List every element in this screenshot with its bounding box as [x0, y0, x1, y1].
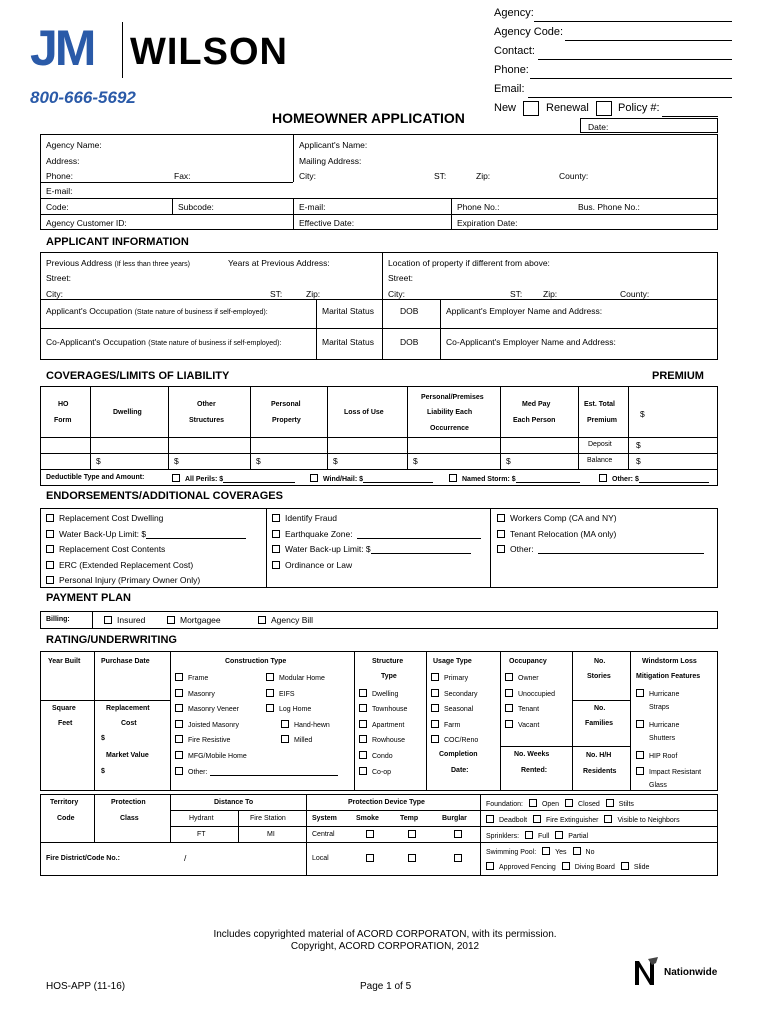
page-title: HOMEOWNER APPLICATION — [272, 110, 465, 126]
slide-checkbox[interactable] — [621, 862, 629, 870]
construction-frame[interactable]: Frame — [175, 673, 208, 682]
co-occupation-label: Co-Applicant's Occupation (State nature of business if self-employed): — [46, 337, 282, 347]
rented-label: Rented: — [521, 767, 548, 774]
central-label: Central — [312, 831, 335, 838]
construction-modular[interactable]: Modular Home — [266, 673, 325, 682]
checkbox[interactable] — [359, 767, 367, 775]
agency-name-label: Agency Name: — [46, 140, 102, 150]
checkbox[interactable] — [359, 751, 367, 759]
est-total-label: Est. Total — [584, 401, 615, 408]
renewal-checkbox[interactable] — [596, 101, 612, 116]
nationwide-eagle-icon — [634, 957, 660, 987]
other-deductible-checkbox[interactable] — [599, 474, 607, 482]
rating-heading: RATING/UNDERWRITING — [46, 634, 177, 646]
checkbox[interactable] — [359, 720, 367, 728]
checkbox[interactable] — [175, 704, 183, 712]
est-premium-label: Premium — [587, 417, 617, 424]
endorsement-water-backup[interactable]: Water Back-Up Limit: $ — [46, 529, 246, 539]
logo-wilson: WILSON — [130, 31, 288, 73]
central-temp[interactable] — [408, 830, 421, 839]
construction-type-label: Construction Type — [225, 658, 287, 665]
replacement-label: Replacement — [106, 705, 150, 712]
purchase-date-label: Purchase Date — [101, 658, 150, 665]
checkbox[interactable] — [497, 514, 505, 522]
pool-no-checkbox[interactable] — [573, 847, 581, 855]
diving-board-checkbox[interactable] — [562, 862, 570, 870]
phone-field[interactable] — [530, 78, 732, 79]
endorsement-other[interactable]: Other: — [497, 544, 704, 554]
completion-date-label: Date: — [451, 767, 469, 774]
billing-agency-bill[interactable]: Agency Bill — [258, 615, 313, 625]
usage-primary[interactable]: Primary — [431, 673, 468, 682]
company-phone: 800-666-5692 — [30, 88, 136, 107]
usage-coc-reno[interactable]: COC/Reno — [431, 735, 478, 744]
territory-label: Territory — [50, 799, 79, 806]
structure-dwelling[interactable]: Dwelling — [359, 689, 398, 698]
copyright-line-2: Copyright, ACORD CORPORATION, 2012 — [290, 941, 480, 952]
construction-other[interactable]: Other: — [175, 767, 338, 776]
checkbox[interactable] — [175, 767, 183, 775]
local-label: Local — [312, 855, 329, 862]
billing-insured[interactable]: Insured — [104, 615, 145, 625]
pool-row: Swimming Pool: Yes No — [486, 849, 595, 856]
co-dob-label: DOB — [400, 337, 419, 347]
construction-joisted-masonry[interactable]: Joisted Masonry — [175, 720, 239, 729]
structure-type-label: Type — [381, 673, 397, 680]
mitigation-shutters-label: Shutters — [649, 735, 676, 742]
endorsements-heading: ENDORSEMENTS/ADDITIONAL COVERAGES — [46, 490, 283, 502]
feet-label: Feet — [58, 720, 73, 727]
endorsement-replacement-contents[interactable]: Replacement Cost Contents — [46, 544, 165, 554]
billing-label: Billing: — [46, 616, 70, 623]
occupancy-label: Occupancy — [509, 658, 547, 665]
checkbox[interactable] — [175, 751, 183, 759]
checkbox[interactable] — [272, 545, 280, 553]
agency-phone-label: Phone: — [46, 171, 73, 181]
loss-of-use-dollar: $ — [333, 456, 338, 466]
construction-masonry-veneer[interactable]: Masonry Veneer — [175, 704, 239, 713]
no-hh-label: No. H/H — [586, 752, 612, 759]
code-label: Code: — [46, 202, 69, 212]
occupation-label: Applicant's Occupation (State nature of business if self-employed): — [46, 306, 268, 316]
territory-code-label: Code — [57, 815, 75, 822]
street-label: Street: — [46, 273, 72, 283]
fire-district-label: Fire District/Code No.: — [46, 855, 120, 862]
checkbox[interactable] — [175, 720, 183, 728]
renewal-label: Renewal — [546, 102, 589, 114]
year-built-label: Year Built — [48, 658, 81, 665]
checkbox[interactable] — [366, 830, 374, 838]
occurrence-label: Occurrence — [430, 425, 469, 432]
checkbox[interactable] — [505, 720, 513, 728]
personal-property-dollar: $ — [256, 456, 261, 466]
structure-townhouse[interactable]: Townhouse — [359, 704, 407, 713]
prev-st-label: ST: — [270, 289, 283, 299]
coverages-heading: COVERAGES/LIMITS OF LIABILITY — [46, 370, 230, 382]
billing-mortgagee[interactable]: Mortgagee — [167, 615, 221, 625]
construction-mobile-home[interactable]: MFG/Mobile Home — [175, 751, 247, 760]
system-label: System — [312, 815, 337, 822]
checkbox[interactable] — [281, 720, 289, 728]
fire-extinguisher-checkbox[interactable] — [533, 815, 541, 823]
email-label: Email: — [494, 83, 525, 95]
approved-fencing-checkbox[interactable] — [486, 862, 494, 870]
city-label: City: — [299, 171, 316, 181]
ho-label: HO — [58, 401, 69, 408]
mitigation-straps-label: Straps — [649, 704, 670, 711]
structures-label: Structures — [189, 417, 225, 424]
premium-dollar: $ — [640, 409, 645, 419]
checkbox[interactable] — [46, 576, 54, 584]
liability-each-label: Liability Each — [427, 409, 473, 416]
checkbox[interactable] — [104, 616, 112, 624]
security-row: Deadbolt Fire Extinguisher Visible to Neighbors — [486, 815, 680, 824]
property-label: Property — [272, 417, 301, 424]
checkbox[interactable] — [636, 767, 644, 775]
occupancy-tenant[interactable]: Tenant — [505, 704, 539, 713]
contact-label: Contact: — [494, 45, 535, 57]
no-weeks-label: No. Weeks — [514, 751, 550, 758]
agency-code-field[interactable] — [565, 40, 732, 41]
logo-jm: JM — [30, 20, 94, 76]
mitigation-hip-roof[interactable]: HIP Roof — [636, 751, 677, 760]
named-storm-option[interactable]: Named Storm: $ — [449, 474, 580, 483]
wind-hail-checkbox[interactable] — [310, 474, 318, 482]
contact-field[interactable] — [538, 59, 732, 60]
usage-seasonal[interactable]: Seasonal — [431, 704, 473, 713]
page-number: Page 1 of 5 — [360, 981, 412, 992]
expiration-date-label: Expiration Date: — [457, 218, 518, 228]
sprinklers-partial-checkbox[interactable] — [555, 831, 563, 839]
balance-label: Balance — [587, 457, 613, 464]
usage-secondary[interactable]: Secondary — [431, 689, 477, 698]
checkbox[interactable] — [175, 735, 183, 743]
med-pay-label: Med Pay — [522, 401, 551, 408]
sprinklers-full-checkbox[interactable] — [525, 831, 533, 839]
endorsement-workers-comp[interactable]: Workers Comp (CA and NY) — [497, 513, 617, 523]
foundation-open-checkbox[interactable] — [529, 799, 537, 807]
structure-condo[interactable]: Condo — [359, 751, 393, 760]
burglar-label: Burglar — [442, 815, 467, 822]
checkbox[interactable] — [497, 530, 505, 538]
checkbox[interactable] — [505, 673, 513, 681]
county-label: County: — [559, 171, 589, 181]
families-label: Families — [585, 720, 614, 727]
occupancy-vacant[interactable]: Vacant — [505, 720, 539, 729]
checkbox[interactable] — [431, 704, 439, 712]
med-pay-dollar: $ — [506, 456, 511, 466]
square-label: Square — [52, 705, 76, 712]
mitigation-hurricane-straps[interactable]: Hurricane — [636, 689, 679, 698]
structure-rowhouse[interactable]: Rowhouse — [359, 735, 405, 744]
checkbox[interactable] — [272, 530, 280, 538]
date-label: Date: — [588, 122, 609, 132]
deductible-row — [46, 474, 144, 481]
balance-dollar: $ — [636, 456, 641, 466]
applicant-email-label: E-mail: — [299, 202, 326, 212]
subcode-label: Subcode: — [178, 202, 214, 212]
endorsement-erc[interactable]: ERC (Extended Replacement Cost) — [46, 560, 193, 570]
sprinklers-row: Sprinklers: Full Partial — [486, 833, 589, 840]
new-checkbox[interactable] — [523, 101, 539, 116]
zip-label: Zip: — [476, 171, 491, 181]
structure-apartment[interactable]: Apartment — [359, 720, 404, 729]
nationwide-wordmark: Nationwide — [664, 967, 718, 978]
checkbox[interactable] — [359, 735, 367, 743]
new-label: New — [494, 102, 517, 114]
prev-city-label: City: — [46, 289, 63, 299]
visible-neighbors-checkbox[interactable] — [604, 815, 612, 823]
endorsement-tenant-relocation[interactable]: Tenant Relocation (MA only) — [497, 529, 616, 539]
agency-field[interactable] — [534, 21, 732, 22]
construction-log-home[interactable]: Log Home — [266, 704, 311, 713]
fire-district-slash: / — [184, 853, 187, 863]
checkbox[interactable] — [266, 673, 274, 681]
construction-hand-hewn[interactable]: Hand-hewn — [281, 720, 330, 729]
checkbox[interactable] — [281, 735, 289, 743]
dwelling-label: Dwelling — [113, 409, 142, 416]
endorsement-water-backup-2[interactable]: Water Back-up Limit: $ — [272, 544, 471, 554]
checkbox[interactable] — [431, 720, 439, 728]
checkbox[interactable] — [46, 514, 54, 522]
foundation-closed-checkbox[interactable] — [565, 799, 573, 807]
prev-zip-label: Zip: — [306, 289, 321, 299]
applicant-info-heading: APPLICANT INFORMATION — [46, 236, 189, 248]
construction-fire-resistive[interactable]: Fire Resistive — [175, 735, 230, 744]
premium-heading: PREMIUM — [652, 370, 704, 382]
checkbox[interactable] — [408, 854, 416, 862]
protection-class-label: Class — [120, 815, 139, 822]
smoke-label: Smoke — [356, 815, 379, 822]
endorsement-replacement-dwelling[interactable]: Replacement Cost Dwelling — [46, 513, 163, 523]
construction-milled[interactable]: Milled — [281, 735, 312, 744]
named-storm-checkbox[interactable] — [449, 474, 457, 482]
loc-st-label: ST: — [510, 289, 523, 299]
logo-divider — [122, 22, 123, 78]
checkbox[interactable] — [431, 673, 439, 681]
structure-label: Structure — [372, 658, 404, 665]
deposit-label: Deposit — [588, 441, 612, 448]
hydrant-label: Hydrant — [189, 815, 214, 822]
market-value-label: Market Value — [106, 752, 149, 759]
fax-label: Fax: — [174, 171, 191, 181]
marital-status-label: Marital Status — [322, 306, 374, 316]
protection-device-label: Protection Device Type — [348, 799, 425, 806]
usage-type-label: Usage Type — [433, 658, 472, 665]
endorsement-identify-fraud[interactable]: Identify Fraud — [272, 513, 337, 523]
checkbox[interactable] — [505, 689, 513, 697]
applicant-name-label: Applicant's Name: — [299, 140, 368, 150]
policy-label: Policy #: — [618, 102, 660, 114]
loss-of-use-label: Loss of Use — [344, 409, 384, 416]
occupancy-unoccupied[interactable]: Unoccupied — [505, 689, 555, 698]
checkbox[interactable] — [175, 689, 183, 697]
bus-phone-label: Bus. Phone No.: — [578, 202, 640, 212]
phone-label: Phone: — [494, 64, 529, 76]
checkbox[interactable] — [454, 854, 462, 862]
checkbox[interactable] — [636, 689, 644, 697]
nationwide-logo — [634, 957, 660, 989]
phone-no-label: Phone No.: — [457, 202, 500, 212]
checkbox[interactable] — [266, 704, 274, 712]
local-burglar[interactable] — [454, 854, 467, 863]
stories-label: Stories — [587, 673, 611, 680]
dwelling-dollar: $ — [96, 456, 101, 466]
other-label: Other — [197, 401, 216, 408]
construction-eifs[interactable]: EIFS — [266, 689, 295, 698]
each-person-label: Each Person — [513, 417, 556, 424]
foundation-row: Foundation: Open Closed Stilts — [486, 801, 634, 808]
mi-label: MI — [267, 831, 275, 838]
checkbox[interactable] — [366, 854, 374, 862]
checkbox[interactable] — [431, 689, 439, 697]
dob-label: DOB — [400, 306, 419, 316]
endorsement-personal-injury[interactable]: Personal Injury (Primary Owner Only) — [46, 575, 200, 585]
windstorm-label: Windstorm Loss — [642, 658, 697, 665]
pool-features-row: Approved Fencing Diving Board Slide — [486, 862, 649, 871]
copyright-line-1: Includes copyrighted material of ACORD CORPORATON, with its permission. — [213, 929, 557, 940]
checkbox[interactable] — [46, 545, 54, 553]
checkbox[interactable] — [266, 689, 274, 697]
central-burglar[interactable] — [454, 830, 467, 839]
central-smoke[interactable] — [366, 830, 379, 839]
local-temp[interactable] — [408, 854, 421, 863]
loc-zip-label: Zip: — [543, 289, 558, 299]
policy-field[interactable] — [662, 116, 718, 117]
occupancy-owner[interactable]: Owner — [505, 673, 539, 682]
prev-address-label: Previous Address (If less than three years) — [46, 258, 191, 268]
location-label: Location of property if different from above: — [388, 258, 550, 268]
protection-label: Protection — [111, 799, 146, 806]
usage-farm[interactable]: Farm — [431, 720, 460, 729]
email-field[interactable] — [528, 97, 732, 98]
checkbox[interactable] — [359, 689, 367, 697]
payment-plan-heading: PAYMENT PLAN — [46, 592, 131, 604]
agency-code-label: Agency Code: — [494, 26, 564, 38]
deadbolt-checkbox[interactable] — [486, 815, 494, 823]
checkbox[interactable] — [636, 720, 644, 728]
effective-date-label: Effective Date: — [299, 218, 355, 228]
all-perils-option[interactable]: All Perils: $ — [172, 474, 295, 483]
other-deductible-option[interactable]: Other: $ — [599, 474, 709, 483]
checkbox[interactable] — [359, 704, 367, 712]
agency-label: Agency: — [494, 7, 534, 19]
distance-to-label: Distance To — [214, 799, 254, 806]
checkbox[interactable] — [167, 616, 175, 624]
wind-hail-option[interactable]: Wind/Hail: $ — [310, 474, 433, 483]
structure-coop[interactable]: Co-op — [359, 767, 391, 776]
customer-id-label: Agency Customer ID: — [46, 218, 127, 228]
employer-label: Applicant's Employer Name and Address: — [446, 306, 603, 316]
checkbox[interactable] — [258, 616, 266, 624]
checkbox[interactable] — [46, 530, 54, 538]
checkbox[interactable] — [272, 561, 280, 569]
mitigation-hurricane-shutters[interactable]: Hurricane — [636, 720, 679, 729]
cost-label: Cost — [121, 720, 137, 727]
pool-yes-checkbox[interactable] — [542, 847, 550, 855]
no-stories-label: No. — [594, 658, 606, 665]
endorsement-earthquake-zone[interactable]: Earthquake Zone: — [272, 529, 481, 539]
completion-label: Completion — [439, 751, 478, 758]
street2-label: Street: — [388, 273, 414, 283]
checkbox[interactable] — [408, 830, 416, 838]
mailing-address-label: Mailing Address: — [299, 156, 362, 166]
no-families-label: No. — [594, 705, 606, 712]
years-prev-label: Years at Previous Address: — [228, 258, 330, 268]
coverages-box — [40, 386, 718, 486]
checkbox[interactable] — [636, 751, 644, 759]
co-employer-label: Co-Applicant's Employer Name and Address: — [446, 337, 616, 347]
ft-label: FT — [197, 831, 206, 838]
form-number: HOS-APP (11-16) — [46, 981, 126, 992]
agency-email-label: E-mail: — [46, 186, 73, 196]
residents-label: Residents — [583, 768, 617, 775]
deductible-label: Deductible Type and Amount: — [46, 474, 145, 481]
co-marital-status-label: Marital Status — [322, 337, 374, 347]
market-value-dollar: $ — [101, 768, 105, 775]
checkbox[interactable] — [431, 735, 439, 743]
form-label: Form — [54, 417, 72, 424]
foundation-stilts-checkbox[interactable] — [606, 799, 614, 807]
checkbox[interactable] — [505, 704, 513, 712]
local-smoke[interactable] — [366, 854, 379, 863]
personal-premises-label: Personal/Premises — [421, 394, 484, 401]
fire-station-label: Fire Station — [250, 815, 286, 822]
other-structures-dollar: $ — [174, 456, 179, 466]
liability-dollar: $ — [413, 456, 418, 466]
all-perils-checkbox[interactable] — [172, 474, 180, 482]
loc-city-label: City: — [388, 289, 405, 299]
loc-county-label: County: — [620, 289, 650, 299]
checkbox[interactable] — [497, 545, 505, 553]
mitigation-label: Mitigation Features — [636, 673, 701, 680]
st-label: ST: — [434, 171, 447, 181]
checkbox[interactable] — [175, 673, 183, 681]
personal-label: Personal — [271, 401, 301, 408]
endorsement-ordinance-law[interactable]: Ordinance or Law — [272, 560, 352, 570]
deposit-dollar: $ — [636, 440, 641, 450]
checkbox[interactable] — [272, 514, 280, 522]
temp-label: Temp — [400, 815, 419, 822]
checkbox[interactable] — [46, 561, 54, 569]
checkbox[interactable] — [454, 830, 462, 838]
replacement-dollar: $ — [101, 735, 105, 742]
address-label: Address: — [46, 156, 80, 166]
mitigation-impact-resistant[interactable]: Impact Resistant — [636, 767, 701, 776]
construction-masonry[interactable]: Masonry — [175, 689, 215, 698]
mitigation-glass-label: Glass — [649, 782, 667, 789]
